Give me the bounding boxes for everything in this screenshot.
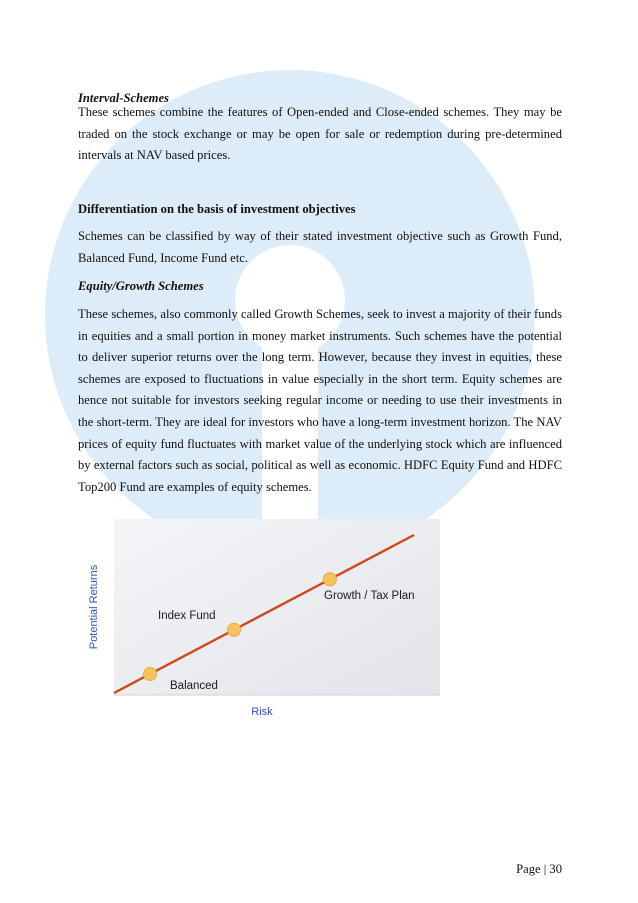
equity-growth-heading: Equity/Growth Schemes [78, 279, 204, 293]
data-label-index-fund: Index Fund [158, 609, 216, 622]
data-point-balanced [144, 668, 157, 681]
equity-growth-paragraph: These schemes, also commonly called Growth Schemes, seek to invest a majority of their funds in equities and a small portion in money market instruments. Such schemes have the potential to deliver superior returns over the long term. However, because they invest in equities, these schemes are exposed to fluctuations in value especially in the short term. Equity schemes are hence not suitable for investors seeking regular income or needing to use their investments in the short-term. They are ideal for investors who have a long-term investment horizon. The NAV prices of equity fund fluctuates with market value of the underlying stock which are influenced by external factors such as social, political as well as economic. HDFC Equity Fund and HDFC Top200 Fund are examples of equity schemes. [78, 307, 562, 494]
risk-return-chart [78, 517, 442, 727]
data-point-growth-tax-plan [324, 573, 337, 586]
differentiation-heading: Differentiation on the basis of investment objectives [78, 202, 356, 216]
data-label-growth-tax-plan: Growth / Tax Plan [324, 590, 415, 603]
data-label-balanced: Balanced [170, 680, 218, 693]
chart-xlabel: Risk [251, 706, 273, 718]
page-number: Page | 30 [516, 862, 562, 876]
interval-schemes-heading: Interval-Schemes [78, 91, 169, 105]
data-point-index-fund [228, 623, 241, 636]
interval-schemes-paragraph: These schemes combine the features of Open-ended and Close-ended schemes. They may be traded on the stock exchange or may be open for sale or redemption during pre-determined intervals at NAV based prices. [78, 105, 562, 163]
chart-ylabel: Potential Returns [88, 564, 100, 650]
differentiation-paragraph: Schemes can be classified by way of their stated investment objective such as Growth Fund, Balanced Fund, Income Fund etc. [78, 229, 562, 265]
